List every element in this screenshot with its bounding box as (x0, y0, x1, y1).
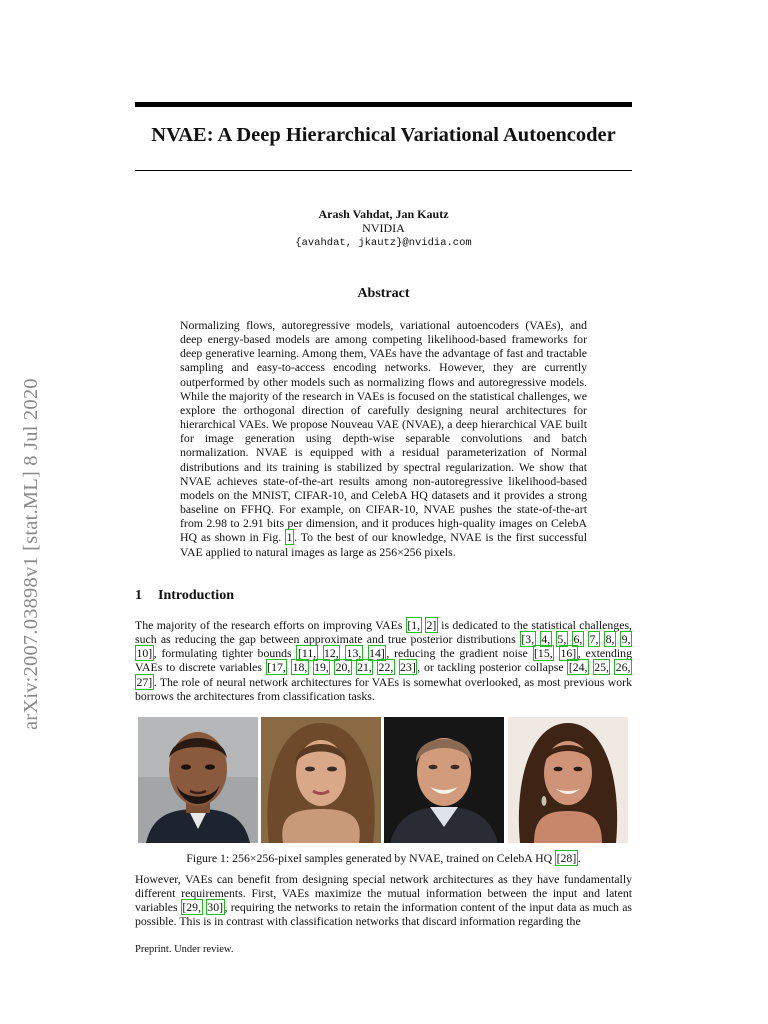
citation-link[interactable]: [15, (534, 646, 553, 661)
paragraph-text: . The role of neural network architectures for VAEs is somewhat overlooked, as most previous work borrows the architectures from classification tasks. (135, 674, 632, 703)
paragraph-text: , formulating tighter bounds (153, 646, 297, 661)
citation-link[interactable]: 25, (594, 660, 609, 675)
citation-link[interactable]: 18, (292, 660, 308, 675)
citation-link[interactable]: 4, (541, 632, 551, 647)
figure-1-caption (135, 851, 632, 866)
citation-link[interactable]: 2] (426, 618, 437, 632)
citation-link[interactable]: [11, (297, 646, 317, 661)
face-sample-image (508, 717, 628, 843)
paragraph-text: , or tackling posterior collapse (417, 660, 568, 675)
section-number: 1 (135, 588, 142, 603)
paragraph-text: However, VAEs can benefit from designing special network architectures as they have fundamentally different requirements. First, VAEs maximize the mutual information between the input and latent variables (135, 872, 632, 915)
introduction-paragraph-1 (135, 618, 632, 703)
face-sample-image (138, 717, 258, 843)
author-names: Arash Vahdat, Jan Kautz (318, 207, 449, 221)
citation-link[interactable]: 5, (557, 632, 567, 647)
citation-link[interactable]: 20, (335, 660, 351, 675)
citation-link[interactable]: 26, (615, 660, 631, 675)
abstract-text (180, 318, 587, 559)
paragraph-text: , requiring the networks to retain the information content of the input data as much as possible. This is in contrast with classification networks that discard information regarding the (135, 900, 633, 929)
citation-link[interactable]: [17, (267, 660, 286, 675)
author-email: {avahdat, jkautz}@nvidia.com (295, 237, 472, 249)
citation-link[interactable]: 12, (324, 646, 339, 661)
caption-text: . (577, 851, 581, 865)
citation-link[interactable]: 27] (136, 674, 153, 689)
citation-link[interactable]: 7, (589, 632, 599, 647)
citation-link[interactable]: 16] (560, 646, 577, 661)
paragraph-text: The majority of the research efforts on improving VAEs (135, 618, 406, 632)
citation-link[interactable]: 10] (136, 646, 153, 661)
face-sample-image (261, 717, 381, 843)
citation-link[interactable]: 6, (573, 632, 583, 647)
paragraph-text (318, 646, 323, 660)
citation-link[interactable]: 23] (400, 660, 416, 675)
author-block (135, 207, 632, 250)
citation-link[interactable]: 14] (369, 646, 385, 661)
paragraph-text: , reducing the gradient noise (386, 646, 533, 661)
introduction-paragraph-2 (135, 872, 632, 929)
citation-link[interactable]: [28] (556, 851, 577, 865)
paragraph-text: is dedicated to the statistical challenges, such as reducing the gap between approximate and true posterior distributions (135, 618, 632, 647)
abstract-text-part: Normalizing flows, autoregressive models, variational autoencoders (VAEs), and deep energy-based models are among competing likelihood-based frameworks for deep generative learning. Among them, VAEs have the advantage of fast and tractable sampling and easy-to-access encoding networks. However, they are currently outperformed by other models such as normalizing flows and autoregressive models. While the majority of the research in VAEs is focused on the statistical challenges, we explore the orthogonal direction of carefully designing neural architectures for hierarchical VAEs. We propose Nouveau VAE (NVAE), a deep hierarchical VAE built for image generation using depth-wise separable convolutions and batch normalization. NVAE is equipped with a residual parameterization of Normal distributions and its training is stabilized by spectral regularization. We show that NVAE achieves state-of-the-art results among non-autoregressive likelihood-based models on the MNIST, CIFAR-10, and CelebA HQ datasets and it provides a strong baseline on FFHQ. For example, on CIFAR-10, NVAE pushes the state-of-the-art from 2.98 to 2.91 bits per dimension, and it produces high-quality images on CelebA HQ as shown in Fig. (180, 318, 587, 545)
title-top-rule (135, 102, 632, 107)
section-heading-introduction (135, 588, 234, 604)
paragraph-text (352, 660, 356, 674)
citation-link[interactable]: 22, (378, 660, 394, 675)
paragraph-text (395, 660, 399, 674)
citation-link[interactable]: 8, (605, 632, 615, 647)
preprint-footer-note: Preprint. Under review. (135, 944, 234, 955)
paper-title: NVAE: A Deep Hierarchical Variational Autoencoder (151, 124, 616, 146)
figure-reference-link[interactable]: 1 (286, 530, 293, 545)
section-title: Introduction (158, 588, 234, 603)
citation-link[interactable]: [1, (407, 618, 421, 632)
citation-link[interactable]: 19, (314, 660, 329, 675)
paragraph-text: , extending VAEs to discrete variables (135, 646, 632, 675)
author-affiliation: NVIDIA (362, 221, 405, 235)
citation-link[interactable]: 30] (207, 900, 224, 915)
caption-text: Figure 1: 256×256-pixel samples generated by NVAE, trained on CelebA HQ (186, 851, 556, 865)
citation-link[interactable]: [29, (182, 900, 202, 915)
face-sample-image (384, 717, 504, 843)
citation-link[interactable]: [3, (521, 632, 535, 647)
arxiv-identifier-stamp: arXiv:2007.03898v1 [stat.ML] 8 Jul 2020 (20, 378, 42, 730)
citation-link[interactable]: 13, (346, 646, 362, 661)
title-bottom-rule (135, 170, 632, 171)
paragraph-text (363, 646, 368, 660)
citation-link[interactable]: 21, (357, 660, 372, 675)
citation-link[interactable]: [24, (568, 660, 588, 675)
abstract-heading: Abstract (357, 286, 410, 301)
citation-link[interactable]: 9, (621, 632, 631, 647)
abstract-text-part: . To the best of our knowledge, NVAE is the first successful VAE applied to natural images as large as 256×256 pixels. (180, 530, 587, 559)
figure-1-face-samples (138, 717, 628, 843)
